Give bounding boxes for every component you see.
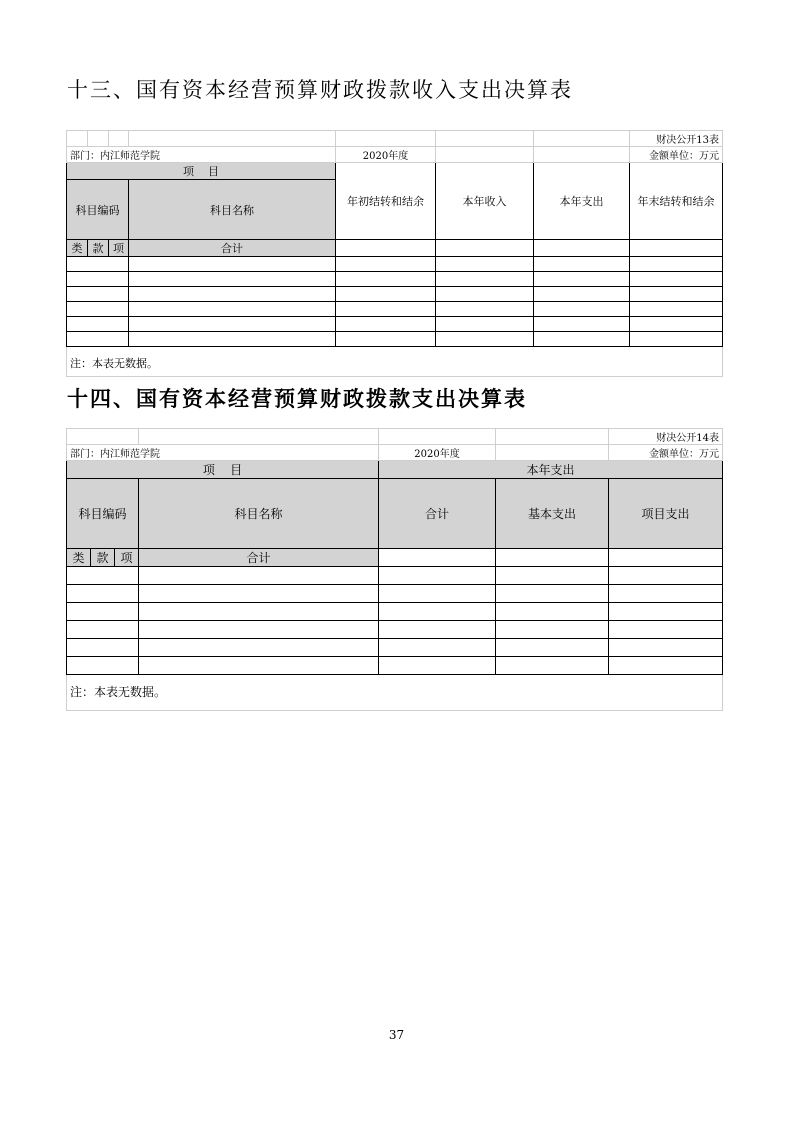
section-header: 款 bbox=[88, 240, 109, 257]
column-header: 项目支出 bbox=[609, 479, 723, 549]
section-header: 款 bbox=[91, 549, 115, 567]
amount-unit: 金额单位：万元 bbox=[630, 147, 723, 163]
table-note: 注：本表无数据。 bbox=[67, 347, 723, 377]
total-cell bbox=[630, 240, 723, 257]
table-row bbox=[67, 332, 723, 347]
fiscal-year: 2020年度 bbox=[379, 445, 496, 461]
table-row bbox=[67, 287, 723, 302]
subject-code-header: 科目编码 bbox=[67, 180, 129, 240]
total-label: 合计 bbox=[139, 549, 379, 567]
item-header: 项 bbox=[109, 240, 129, 257]
table-row bbox=[67, 317, 723, 332]
table-row bbox=[67, 639, 723, 657]
table-row bbox=[67, 272, 723, 287]
table-row bbox=[67, 257, 723, 272]
total-cell bbox=[534, 240, 630, 257]
subject-name-header: 科目名称 bbox=[139, 479, 379, 549]
column-header: 本年收入 bbox=[436, 163, 534, 240]
project-group-header: 项 目 bbox=[67, 461, 379, 479]
table-row bbox=[67, 621, 723, 639]
project-group-header: 项 目 bbox=[67, 163, 336, 180]
table-row bbox=[67, 585, 723, 603]
table-14 bbox=[66, 428, 723, 711]
subject-name-header: 科目名称 bbox=[129, 180, 336, 240]
section-title-13: 十三、国有资本经营预算财政拨款收入支出决算表 bbox=[67, 78, 573, 102]
column-header: 基本支出 bbox=[496, 479, 609, 549]
column-header: 年末结转和结余 bbox=[630, 163, 723, 240]
total-cell bbox=[336, 240, 436, 257]
department-label: 部门：内江师范学院 bbox=[67, 147, 336, 163]
category-header: 类 bbox=[67, 240, 88, 257]
page-number: 37 bbox=[388, 1028, 405, 1042]
fiscal-year: 2020年度 bbox=[336, 147, 436, 163]
total-cell bbox=[496, 549, 609, 567]
amount-unit: 金额单位：万元 bbox=[609, 445, 723, 461]
table-number: 财决公开13表 bbox=[630, 131, 723, 147]
total-cell bbox=[609, 549, 723, 567]
table-row bbox=[67, 302, 723, 317]
item-header: 项 bbox=[115, 549, 139, 567]
department-label: 部门：内江师范学院 bbox=[67, 445, 379, 461]
table-row bbox=[67, 567, 723, 585]
category-header: 类 bbox=[67, 549, 91, 567]
column-header: 本年支出 bbox=[534, 163, 630, 240]
table-number: 财决公开14表 bbox=[609, 429, 723, 445]
subject-code-header: 科目编码 bbox=[67, 479, 139, 549]
column-header: 合计 bbox=[379, 479, 496, 549]
total-cell bbox=[379, 549, 496, 567]
table-note: 注：本表无数据。 bbox=[67, 675, 723, 711]
column-header: 年初结转和结余 bbox=[336, 163, 436, 240]
table-row bbox=[67, 657, 723, 675]
table-row bbox=[67, 603, 723, 621]
total-cell bbox=[436, 240, 534, 257]
table-13 bbox=[66, 130, 723, 377]
current-year-spend-header: 本年支出 bbox=[379, 461, 723, 479]
section-title-14: 十四、国有资本经营预算财政拨款支出决算表 bbox=[67, 386, 527, 411]
total-label: 合计 bbox=[129, 240, 336, 257]
